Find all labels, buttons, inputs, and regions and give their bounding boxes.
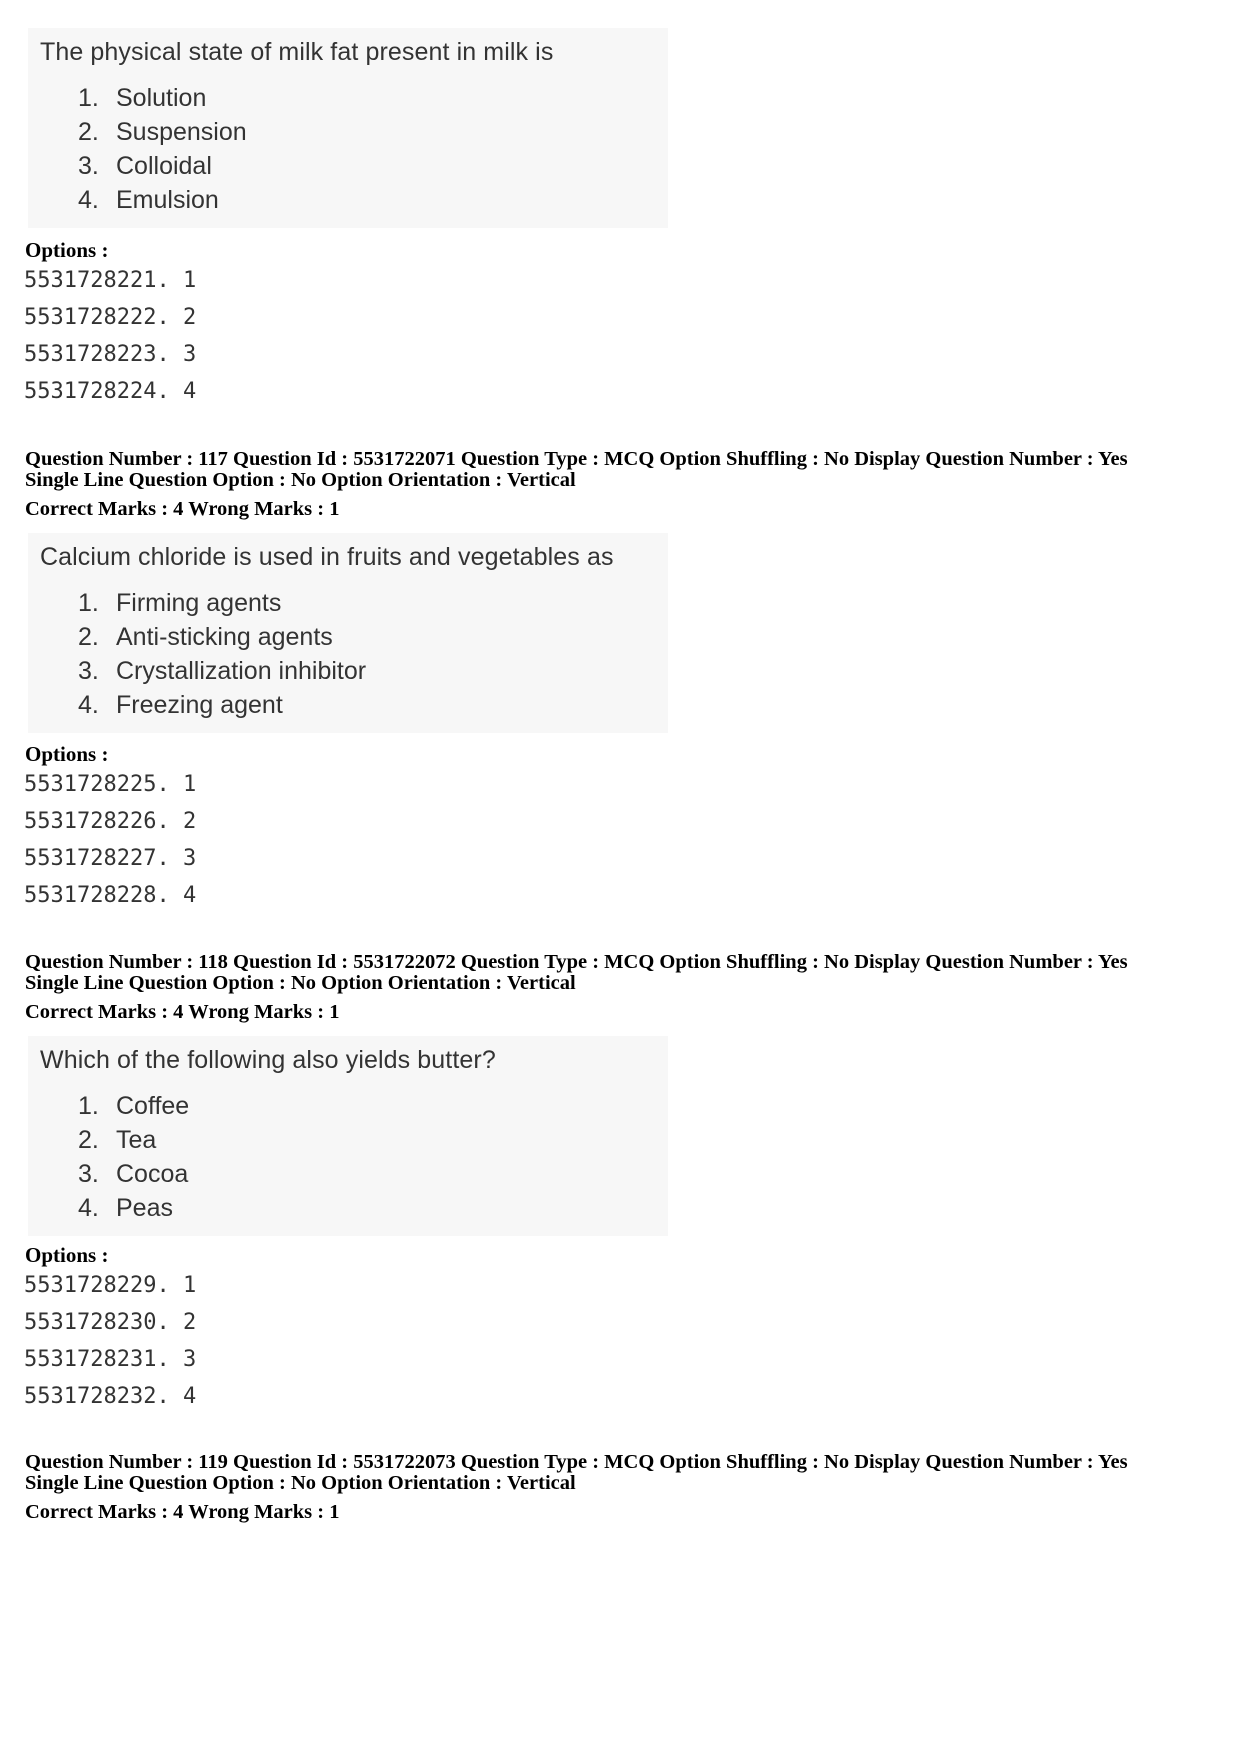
option-list (24, 766, 196, 914)
choice-item (28, 149, 668, 183)
choice-text: Colloidal (116, 152, 212, 180)
choice-item (28, 1089, 668, 1123)
option-item: 5531728232. 4 (24, 1384, 197, 1409)
choice-text: Anti-sticking agents (116, 623, 333, 651)
option-item: 5531728230. 2 (24, 1310, 197, 1335)
choice-item (28, 654, 668, 688)
choice-text: Coffee (116, 1092, 190, 1120)
choice-text: Solution (116, 84, 207, 112)
options-label: Options : (25, 742, 109, 766)
choice-number: 1. (78, 589, 99, 617)
question-meta-line: Single Line Question Option : No Option Orientation : Vertical (25, 972, 576, 994)
option-item: 5531728226. 2 (24, 809, 197, 834)
option-item: 5531728222. 2 (24, 305, 197, 330)
options-label: Options : (25, 1243, 109, 1267)
question-meta-line: Question Number : 119 Question Id : 5531722073 Question Type : MCQ Option Shuffling : No Display Question Number : Yes (25, 1451, 1128, 1473)
choice-number: 2. (78, 623, 99, 651)
choice-item (28, 1123, 668, 1157)
option-list (24, 262, 196, 410)
question-meta (25, 952, 1128, 1023)
marks-line: Correct Marks : 4 Wrong Marks : 1 (25, 1501, 340, 1523)
choice-list (28, 81, 668, 217)
question-meta-line: Question Number : 117 Question Id : 5531722071 Question Type : MCQ Option Shuffling : No Display Question Number : Yes (25, 448, 1128, 470)
choice-text: Cocoa (116, 1160, 189, 1188)
choice-number: 3. (78, 152, 99, 180)
choice-text: Firming agents (116, 589, 282, 617)
marks-line: Correct Marks : 4 Wrong Marks : 1 (25, 498, 340, 520)
choice-item (28, 183, 668, 217)
options-label: Options : (25, 238, 109, 262)
question-meta-line: Question Number : 118 Question Id : 5531722072 Question Type : MCQ Option Shuffling : No Display Question Number : Yes (25, 951, 1128, 973)
choice-text: Crystallization inhibitor (116, 657, 367, 685)
option-item: 5531728227. 3 (24, 846, 197, 871)
option-item: 5531728223. 3 (24, 342, 197, 367)
choice-text: Suspension (116, 118, 247, 146)
option-item: 5531728231. 3 (24, 1347, 197, 1372)
choice-item (28, 586, 668, 620)
question-meta (25, 1452, 1128, 1523)
question-image (28, 28, 668, 228)
question-image (28, 1036, 668, 1236)
marks-line: Correct Marks : 4 Wrong Marks : 1 (25, 1001, 340, 1023)
option-item: 5531728224. 4 (24, 379, 197, 404)
choice-number: 1. (78, 84, 99, 112)
choice-number: 4. (78, 691, 99, 719)
choice-item (28, 688, 668, 722)
option-item: 5531728221. 1 (24, 268, 197, 293)
question-text: Which of the following also yields butter? (40, 1046, 496, 1074)
question-meta-line: Single Line Question Option : No Option Orientation : Vertical (25, 1472, 576, 1494)
choice-number: 1. (78, 1092, 99, 1120)
question-meta-line: Single Line Question Option : No Option Orientation : Vertical (25, 469, 576, 491)
choice-number: 2. (78, 1126, 99, 1154)
choice-number: 4. (78, 186, 99, 214)
choice-number: 4. (78, 1194, 99, 1222)
choice-number: 3. (78, 1160, 99, 1188)
choice-text: Emulsion (116, 186, 219, 214)
option-item: 5531728225. 1 (24, 772, 197, 797)
choice-item (28, 1157, 668, 1191)
choice-number: 3. (78, 657, 99, 685)
choice-item (28, 81, 668, 115)
question-meta (25, 449, 1128, 520)
choice-item (28, 115, 668, 149)
choice-item (28, 620, 668, 654)
choice-item (28, 1191, 668, 1225)
choice-list (28, 586, 668, 722)
choice-list (28, 1089, 668, 1225)
choice-text: Freezing agent (116, 691, 283, 719)
option-item: 5531728228. 4 (24, 883, 197, 908)
question-text: Calcium chloride is used in fruits and vegetables as (40, 543, 614, 571)
option-list (24, 1267, 196, 1415)
question-text: The physical state of milk fat present in milk is (40, 38, 554, 66)
choice-text: Tea (116, 1126, 157, 1154)
choice-text: Peas (116, 1194, 173, 1222)
choice-number: 2. (78, 118, 99, 146)
question-image (28, 533, 668, 733)
option-item: 5531728229. 1 (24, 1273, 197, 1298)
